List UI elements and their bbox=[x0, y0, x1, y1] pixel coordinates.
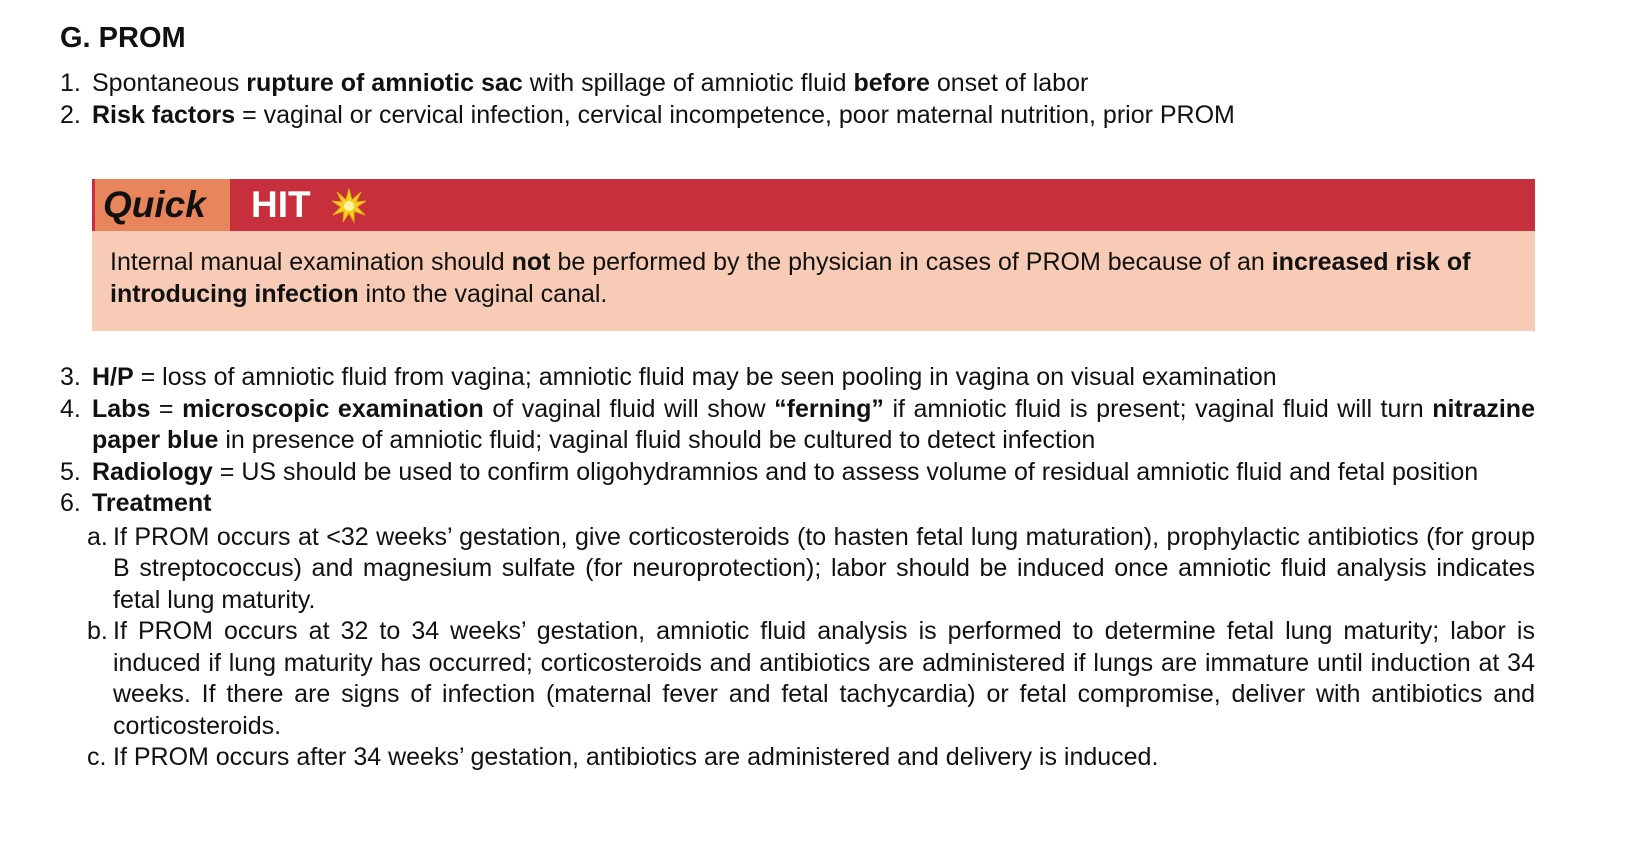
list-number: 1. bbox=[60, 69, 81, 97]
sublist-letter: a. bbox=[87, 522, 108, 551]
list-number: 5. bbox=[60, 457, 81, 486]
list-item bbox=[60, 457, 1535, 489]
bottom-list bbox=[60, 362, 1535, 774]
bold-text: Labs bbox=[92, 394, 151, 423]
section-heading: G. PROM bbox=[60, 22, 186, 54]
bold-text: before bbox=[853, 69, 930, 97]
text-run: onset of labor bbox=[929, 69, 1089, 97]
starburst-icon bbox=[331, 188, 367, 224]
text-run: If PROM occurs at 32 to 34 weeks’ gestation, amniotic fluid analysis is performed to determine fetal lung maturity; labor is induced if lung maturity has occurred; corticosteroids and antibiotics are administered if lungs are immature until induction at 34 weeks. If there are signs of infection (maternal fever and fetal tachycardia) or fetal compromise, deliver with antibiotics and corticosteroids. bbox=[113, 617, 1535, 740]
quick-hit-text bbox=[110, 247, 1515, 310]
sublist-letter: c. bbox=[87, 743, 107, 771]
quick-hit-banner bbox=[92, 179, 1535, 231]
text-run: = loss of amniotic fluid from vagina; amniotic fluid may be seen pooling in vagina on visual examination bbox=[133, 363, 1277, 391]
top-list bbox=[60, 68, 1540, 131]
bold-text: rupture of amniotic sac bbox=[246, 69, 523, 97]
text-run: with spillage of amniotic fluid bbox=[522, 69, 854, 97]
list-number: 6. bbox=[60, 489, 81, 517]
list-item bbox=[60, 100, 1540, 132]
text-run: = bbox=[150, 394, 183, 423]
text-run: Spontaneous bbox=[92, 69, 247, 97]
sublist-item bbox=[60, 616, 1535, 742]
text-run: if amniotic fluid is present; vaginal fluid will turn bbox=[883, 394, 1433, 423]
bold-text: microscopic examination bbox=[182, 394, 484, 423]
text-run: If PROM occurs after 34 weeks’ gestation, antibiotics are administered and delivery is induced. bbox=[113, 743, 1159, 771]
quick-hit-box bbox=[92, 179, 1535, 331]
text-run: be performed by the physician in cases of PROM because of an bbox=[550, 248, 1272, 276]
list-item bbox=[60, 394, 1535, 457]
bold-text: increased risk of introducing infection bbox=[110, 248, 1471, 308]
list-number: 2. bbox=[60, 100, 81, 129]
list-number: 4. bbox=[60, 394, 81, 423]
bold-text: H/P bbox=[92, 363, 134, 391]
text-run: of vaginal fluid will show bbox=[483, 394, 775, 423]
bold-text: Risk factors bbox=[92, 100, 236, 129]
text-run: = vaginal or cervical infection, cervical incompetence, poor maternal nutrition, prior PROM bbox=[235, 100, 1235, 129]
quick-label: Quick bbox=[92, 179, 230, 231]
bold-text: not bbox=[511, 248, 551, 276]
bold-text: Treatment bbox=[92, 489, 212, 517]
list-item bbox=[60, 362, 1535, 394]
text-run: = US should be used to confirm oligohydramnios and to assess volume of residual amniotic fluid and fetal position bbox=[212, 457, 1479, 486]
text-run: If PROM occurs at <32 weeks’ gestation, give corticosteroids (to hasten fetal lung maturation), prophylactic antibiotics (for group B streptococcus) and magnesium sulfate (for neuroprotection); labor should be induced once amniotic fluid analysis indicates fetal lung maturity. bbox=[113, 522, 1535, 614]
bold-text: nitrazine paper blue bbox=[92, 394, 1535, 454]
sublist-letter: b. bbox=[87, 617, 108, 645]
sublist-item bbox=[60, 742, 1535, 774]
list-number: 3. bbox=[60, 363, 81, 391]
bold-text: “ferning” bbox=[774, 394, 884, 423]
text-run: Internal manual examination should bbox=[110, 248, 512, 276]
text-run: into the vaginal canal. bbox=[358, 279, 608, 308]
bold-text: Radiology bbox=[92, 457, 213, 486]
text-run: in presence of amniotic fluid; vaginal fluid should be cultured to detect infection bbox=[218, 426, 1096, 454]
list-item bbox=[60, 68, 1540, 100]
sublist-item bbox=[60, 522, 1535, 617]
treatment-sublist bbox=[87, 522, 1535, 774]
hit-label: HIT bbox=[251, 184, 311, 225]
list-item bbox=[60, 488, 1535, 774]
